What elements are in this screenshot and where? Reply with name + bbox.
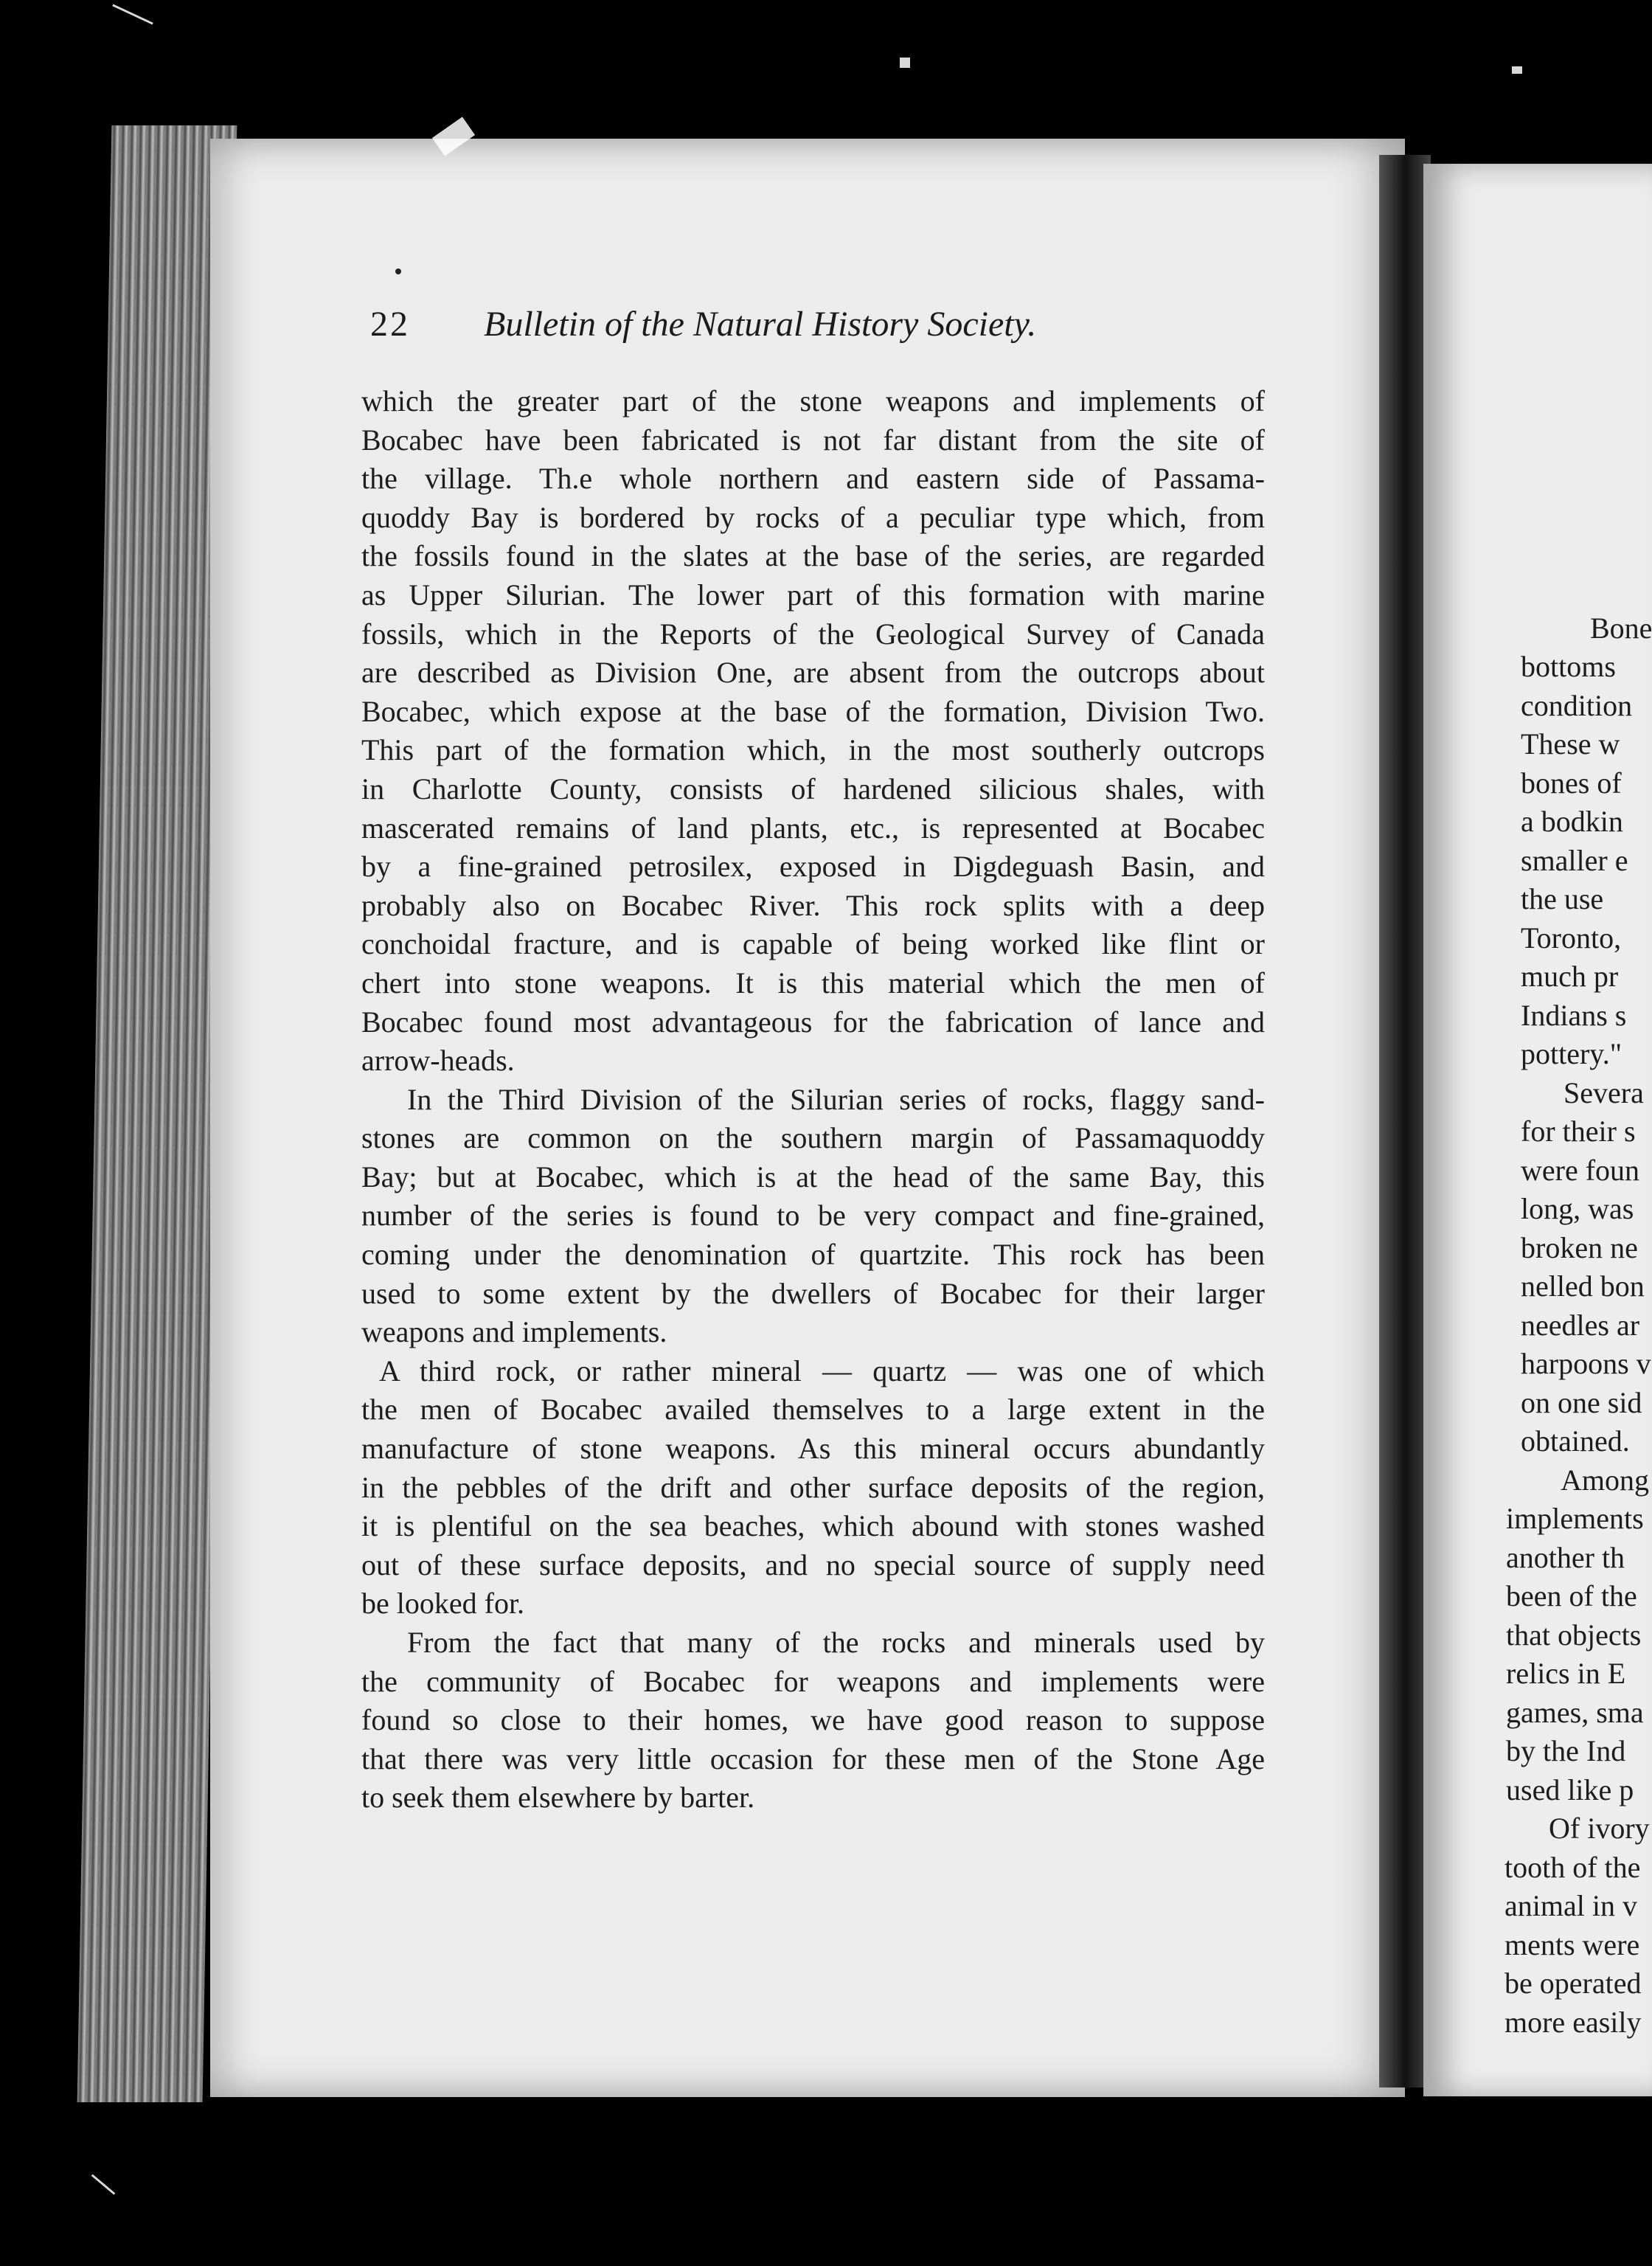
running-title: Bulletin of the Natural History Society.: [484, 305, 1037, 344]
right-line: bones of: [1521, 766, 1622, 800]
text-line: by a fine-grained petrosilex, exposed in Digdeguash Basin, and: [361, 850, 1265, 884]
right-line: were foun: [1521, 1154, 1640, 1187]
text-line: probably also on Bocabec River. This rock splits with a deep: [361, 888, 1265, 922]
text-line: as Upper Silurian. The lower part of this formation with marine: [361, 578, 1265, 611]
right-line: bottoms: [1521, 650, 1616, 683]
page-number: 22: [370, 305, 410, 344]
right-line: broken ne: [1521, 1231, 1638, 1264]
text-line: fossils, which in the Reports of the Geological Survey of Canada: [361, 617, 1265, 651]
text-line: the village. Th.e whole northern and eastern side of Passama-: [361, 462, 1265, 496]
right-line: nelled bon: [1521, 1269, 1645, 1303]
right-line: be operated: [1504, 1967, 1642, 2000]
right-line: tooth of the: [1504, 1851, 1641, 1884]
right-line: obtained.: [1521, 1424, 1630, 1458]
text-line: quoddy Bay is bordered by rocks of a peculiar type which, from: [361, 500, 1265, 534]
text-line: In the Third Division of the Silurian series of rocks, flaggy sand-: [407, 1082, 1265, 1116]
scan-speck: [1512, 66, 1522, 74]
right-line: long, was: [1521, 1192, 1634, 1225]
text-line: conchoidal fracture, and is capable of being worked like flint or: [361, 927, 1265, 961]
right-line: Among: [1561, 1463, 1649, 1497]
text-line: are described as Division One, are absent from the outcrops about: [361, 656, 1265, 690]
scan-speck: [900, 58, 910, 68]
left-page-text: [361, 382, 1265, 1818]
right-line: relics in E: [1506, 1657, 1626, 1690]
right-line: harpoons v: [1521, 1347, 1651, 1380]
text-line: mascerated remains of land plants, etc., is represented at Bocabec: [361, 811, 1265, 845]
right-line: implements: [1506, 1502, 1644, 1535]
text-line: to seek them elsewhere by barter.: [361, 1781, 755, 1815]
right-line: smaller e: [1521, 844, 1628, 877]
text-line: This part of the formation which, in the most southerly outcrops: [361, 733, 1265, 767]
text-line: coming under the denomination of quartzite. This rock has been: [361, 1238, 1265, 1272]
right-line: These w: [1521, 727, 1620, 760]
right-line: used like p: [1506, 1773, 1634, 1806]
right-line: been of the: [1506, 1579, 1637, 1612]
right-line: pottery.": [1521, 1037, 1622, 1070]
running-head: [370, 304, 1189, 344]
text-line: in Charlotte County, consists of hardened silicious shales, with: [361, 772, 1265, 805]
scan-speck: [112, 4, 153, 24]
right-line: on one sid: [1521, 1386, 1642, 1419]
text-line: From the fact that many of the rocks and minerals used by: [407, 1626, 1265, 1659]
text-line: number of the series is found to be very compact and fine-grained,: [361, 1199, 1265, 1233]
text-line: which the greater part of the stone weapons and implements of: [361, 384, 1265, 417]
right-line: the use: [1521, 882, 1604, 915]
text-line: the community of Bocabec for weapons and implements were: [361, 1664, 1265, 1698]
scan-speck: [91, 2174, 116, 2194]
text-line: be looked for.: [361, 1587, 525, 1621]
text-line: Bocabec, which expose at the base of the formation, Division Two.: [361, 694, 1265, 728]
right-page: [1423, 164, 1652, 2096]
text-line: manufacture of stone weapons. As this mineral occurs abundantly: [361, 1432, 1265, 1466]
text-line: out of these surface deposits, and no special source of supply need: [361, 1548, 1265, 1581]
text-line: stones are common on the southern margin of Passamaquoddy: [361, 1121, 1265, 1155]
text-line: used to some extent by the dwellers of Bocabec for their larger: [361, 1276, 1265, 1310]
right-line: games, sma: [1506, 1696, 1644, 1729]
right-line: by the Ind: [1506, 1734, 1626, 1767]
right-line: a bodkin: [1521, 805, 1623, 838]
right-page-text: [1423, 164, 1652, 2096]
text-line: the fossils found in the slates at the base of the series, are regarded: [361, 539, 1265, 573]
text-line: weapons and implements.: [361, 1315, 667, 1349]
right-line: more easily: [1504, 2006, 1642, 2039]
right-line: ments were: [1504, 1928, 1640, 1961]
text-line: found so close to their homes, we have good reason to suppose: [361, 1703, 1265, 1737]
text-line: Bocabec found most advantageous for the fabrication of lance and: [361, 1005, 1265, 1039]
right-line: another th: [1506, 1541, 1625, 1574]
text-line: in the pebbles of the drift and other surface deposits of the region,: [361, 1470, 1265, 1504]
text-line: A third rock, or rather mineral — quartz — was one of which: [379, 1354, 1265, 1387]
right-line: condition: [1521, 689, 1633, 722]
right-line: Indians s: [1521, 999, 1627, 1032]
right-line: much pr: [1521, 960, 1619, 993]
right-line: Severa: [1564, 1076, 1644, 1109]
text-line: Bay; but at Bocabec, which is at the head of the same Bay, this: [361, 1160, 1265, 1193]
right-line: that objects: [1506, 1618, 1642, 1652]
text-line: chert into stone weapons. It is this material which the men of: [361, 966, 1265, 999]
text-line: arrow-heads.: [361, 1044, 515, 1078]
right-line: for their s: [1521, 1115, 1636, 1148]
text-line: the men of Bocabec availed themselves to a large extent in the: [361, 1393, 1265, 1427]
text-line: it is plentiful on the sea beaches, which abound with stones washed: [361, 1509, 1265, 1543]
text-line: that there was very little occasion for these men of the Stone Age: [361, 1742, 1265, 1775]
right-line: Of ivory: [1549, 1812, 1650, 1845]
right-line: Toronto,: [1521, 921, 1622, 954]
right-line: needles ar: [1521, 1309, 1640, 1342]
ink-dot: [395, 268, 401, 274]
text-line: Bocabec have been fabricated is not far distant from the site of: [361, 423, 1265, 457]
right-line: animal in v: [1504, 1889, 1637, 1922]
right-line: Bone: [1590, 611, 1652, 645]
